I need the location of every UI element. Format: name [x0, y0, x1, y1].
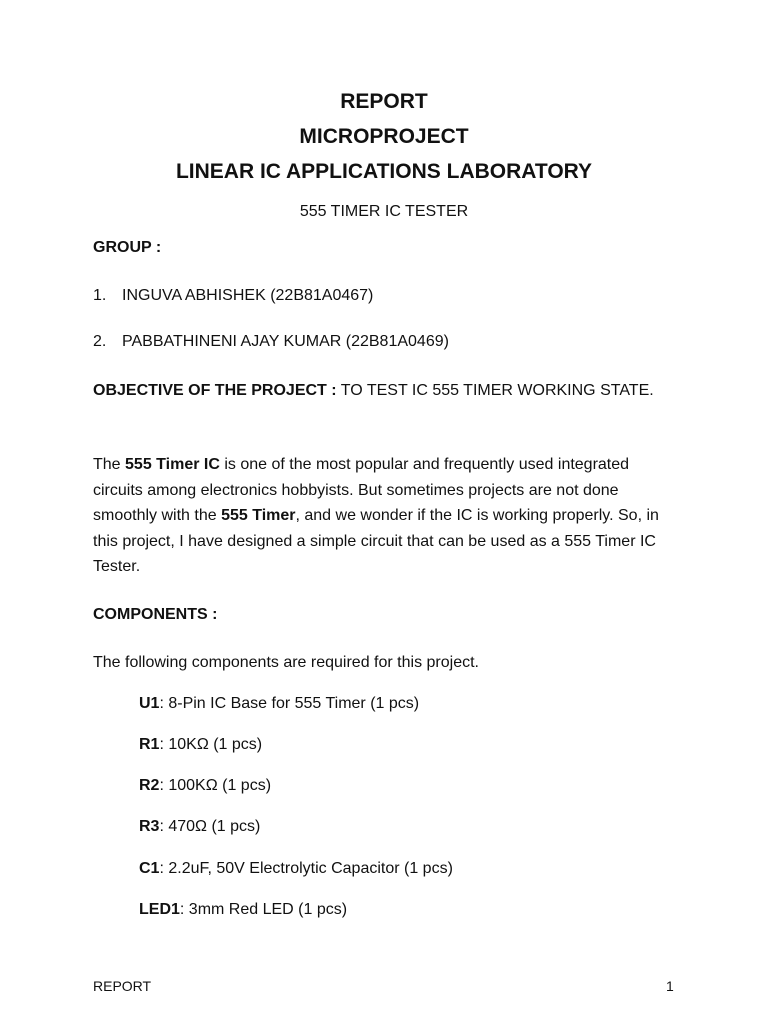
intro-text-2: is one of the most popular and frequently used integrated circuits among electronics hobbyists. But sometimes projects are not done smoothly with the	[93, 456, 630, 524]
component-desc: : 8-Pin IC Base for 555 Timer (1 pcs)	[159, 695, 420, 712]
component-desc: : 3mm Red LED (1 pcs)	[179, 901, 348, 918]
component-id: U1	[139, 695, 160, 712]
report-heading: REPORT	[340, 90, 428, 113]
objective-paragraph	[93, 378, 683, 404]
components-label	[93, 602, 683, 628]
member-name: INGUVA ABHISHEK (22B81A0467)	[122, 287, 374, 304]
lab-heading: LINEAR IC APPLICATIONS LABORATORY	[175, 160, 593, 183]
component-id: R3	[139, 818, 160, 835]
member-name: PABBATHINENI AJAY KUMAR (22B81A0469)	[122, 333, 449, 350]
component-id: R1	[139, 736, 160, 753]
components-label-text: COMPONENTS :	[93, 606, 218, 623]
objective-text: TO TEST IC 555 TIMER WORKING STATE.	[336, 382, 654, 399]
component-item	[139, 733, 699, 757]
member-number: 2.	[93, 333, 107, 350]
component-desc: : 100KΩ (1 pcs)	[159, 777, 272, 794]
member-number: 1.	[93, 287, 107, 304]
components-intro: The following components are required for this project.	[93, 654, 479, 671]
group-member-2	[93, 329, 683, 355]
group-member-1	[93, 283, 683, 309]
intro-bold-2: 555 Timer	[221, 507, 296, 524]
component-id: C1	[139, 860, 160, 877]
group-label-text: GROUP :	[93, 239, 162, 256]
project-subtitle: 555 TIMER IC TESTER	[299, 203, 469, 220]
component-desc: : 470Ω (1 pcs)	[159, 818, 261, 835]
page-number: 1	[666, 978, 674, 994]
group-label	[93, 235, 683, 261]
intro-text-1: The	[93, 456, 126, 473]
component-item	[139, 815, 699, 839]
component-id: R2	[139, 777, 160, 794]
component-desc: : 2.2uF, 50V Electrolytic Capacitor (1 pcs)	[159, 860, 453, 877]
footer-title: REPORT	[93, 978, 152, 994]
component-item	[139, 692, 699, 716]
objective-label: OBJECTIVE OF THE PROJECT :	[93, 382, 337, 399]
intro-text-3: , and we wonder if the IC is working properly. So, in this project, I have designed a simple circuit that can be used as a 555 Timer IC Tester.	[93, 507, 659, 575]
component-item	[139, 774, 699, 798]
component-item	[139, 857, 699, 881]
microproject-heading: MICROPROJECT	[299, 125, 469, 148]
intro-bold-1: 555 Timer IC	[125, 456, 220, 473]
component-desc: : 10KΩ (1 pcs)	[159, 736, 263, 753]
component-item	[139, 898, 699, 922]
intro-paragraph	[93, 452, 683, 580]
component-id: LED1	[139, 901, 180, 918]
